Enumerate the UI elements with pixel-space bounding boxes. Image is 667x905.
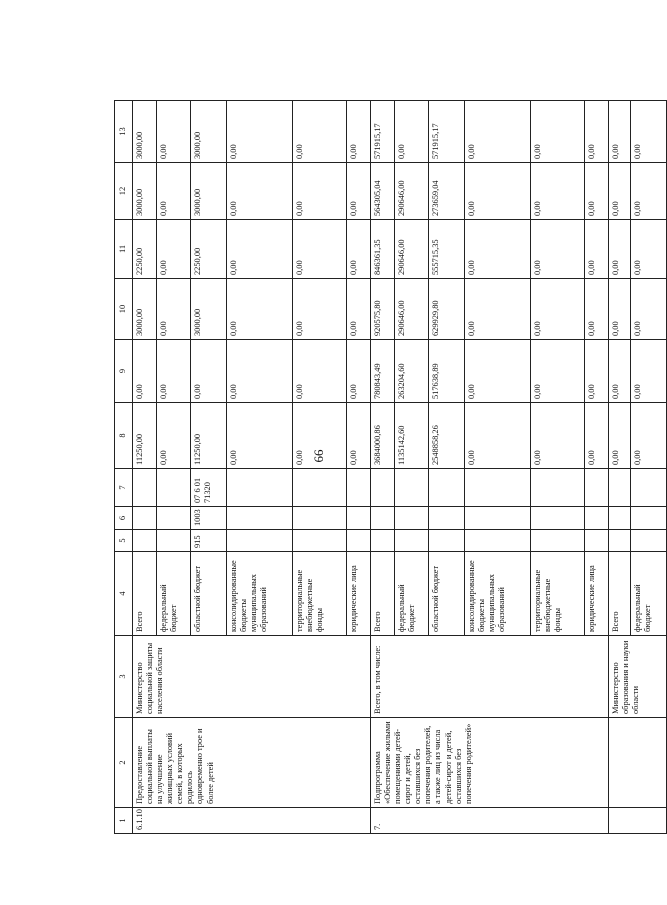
value-cell-c6 [465, 507, 531, 530]
value-cell-c13: 0,00 [531, 101, 585, 163]
value-cell-c13: 0,00 [585, 101, 609, 163]
value-cell-c10: 290646,00 [395, 279, 429, 340]
value-cell-c11: 2250,00 [133, 220, 157, 279]
value-cell-c5 [157, 530, 191, 552]
measure-name-cell: Подпрограмма «Обеспечение жилыми помещениями детей-сирот и детей, оставшихся без попечения родителей, а также лиц из числа детей-сирот и детей, оставшихся без попечения родителей» [371, 718, 609, 808]
value-cell-c6 [609, 507, 631, 530]
value-cell-c7 [609, 469, 631, 507]
value-cell-c8: 1135142,60 [395, 403, 429, 469]
header-cell: 11 [115, 220, 133, 279]
header-cell: 6 [115, 507, 133, 530]
value-cell-c10: 0,00 [531, 279, 585, 340]
header-cell: 8 [115, 403, 133, 469]
table-row [609, 101, 631, 834]
value-cell-c8: 3684000,86 [371, 403, 395, 469]
value-cell-c9: 0,00 [191, 340, 227, 403]
value-cell-c8: 0,00 [157, 403, 191, 469]
value-cell-c6 [347, 507, 371, 530]
funding-source-cell: территориальные внебюджетные фонды [293, 552, 347, 636]
value-cell-c11: 0,00 [227, 220, 293, 279]
value-cell-c6 [429, 507, 465, 530]
value-cell-c7 [133, 469, 157, 507]
value-cell-c6 [371, 507, 395, 530]
value-cell-c11: 0,00 [293, 220, 347, 279]
funding-source-cell: территориальные внебюджетные фонды [531, 552, 585, 636]
executor-cell: Министерство образования и науки области [609, 636, 667, 718]
measure-name-cell [609, 718, 667, 808]
value-cell-c11: 846361,35 [371, 220, 395, 279]
value-cell-c11: 0,00 [465, 220, 531, 279]
value-cell-c11: 290646,00 [395, 220, 429, 279]
header-cell: 7 [115, 469, 133, 507]
value-cell-c8: 2548858,26 [429, 403, 465, 469]
header-cell: 10 [115, 279, 133, 340]
value-cell-c5 [531, 530, 585, 552]
value-cell-c7 [531, 469, 585, 507]
rotated-table-container [114, 101, 653, 834]
value-cell-c11: 2250,00 [191, 220, 227, 279]
value-cell-c8: 0,00 [227, 403, 293, 469]
value-cell-c7 [585, 469, 609, 507]
value-cell-c12: 0,00 [609, 163, 631, 220]
value-cell-c5 [631, 530, 667, 552]
measure-name-cell: Предоставление социальной выплаты на улучшение жилищных условий семей, в которых родилось одновременно трое и более детей [133, 718, 371, 808]
value-cell-c8: 0,00 [347, 403, 371, 469]
value-cell-c6 [227, 507, 293, 530]
value-cell-c11: 0,00 [347, 220, 371, 279]
value-cell-c7 [371, 469, 395, 507]
value-cell-c9: 780843,49 [371, 340, 395, 403]
funding-source-cell: юридические лица [347, 552, 371, 636]
value-cell-c8: 0,00 [293, 403, 347, 469]
funding-source-cell: федеральный бюджет [395, 552, 429, 636]
funding-source-cell: Всего [371, 552, 395, 636]
value-cell-c10: 3000,00 [133, 279, 157, 340]
row-number-cell [609, 808, 667, 834]
value-cell-c9: 0,00 [227, 340, 293, 403]
value-cell-c10: 0,00 [293, 279, 347, 340]
value-cell-c9: 0,00 [465, 340, 531, 403]
value-cell-c5 [609, 530, 631, 552]
value-cell-c11: 0,00 [631, 220, 667, 279]
value-cell-c11: 0,00 [531, 220, 585, 279]
value-cell-c12: 273659,04 [429, 163, 465, 220]
value-cell-c9: 0,00 [631, 340, 667, 403]
value-cell-c12: 0,00 [157, 163, 191, 220]
row-number-cell: 6.1.10 [133, 808, 371, 834]
value-cell-c8: 11250,00 [133, 403, 157, 469]
value-cell-c6 [133, 507, 157, 530]
table-row [371, 101, 395, 834]
value-cell-c7 [395, 469, 429, 507]
value-cell-c13: 571915,17 [429, 101, 465, 163]
executor-cell: Всего, в том числе: [371, 636, 609, 718]
value-cell-c5 [227, 530, 293, 552]
value-cell-c7: 07 6 01 71320 [191, 469, 227, 507]
value-cell-c9: 0,00 [609, 340, 631, 403]
value-cell-c13: 3000,00 [191, 101, 227, 163]
value-cell-c10: 3000,00 [191, 279, 227, 340]
header-cell: 5 [115, 530, 133, 552]
funding-source-cell: консолидированные бюджеты муниципальных образований [465, 552, 531, 636]
value-cell-c7 [429, 469, 465, 507]
value-cell-c9: 517638,89 [429, 340, 465, 403]
funding-source-cell: консолидированные бюджеты муниципальных образований [227, 552, 293, 636]
value-cell-c9: 0,00 [133, 340, 157, 403]
value-cell-c8: 0,00 [531, 403, 585, 469]
value-cell-c9: 0,00 [293, 340, 347, 403]
value-cell-c12: 0,00 [465, 163, 531, 220]
value-cell-c6 [293, 507, 347, 530]
executor-cell: Министерство социальной защиты населения области [133, 636, 371, 718]
value-cell-c5 [347, 530, 371, 552]
value-cell-c11: 555715,35 [429, 220, 465, 279]
value-cell-c10: 629929,80 [429, 279, 465, 340]
value-cell-c11: 0,00 [585, 220, 609, 279]
table-row [133, 101, 157, 834]
funding-source-cell: областной бюджет [429, 552, 465, 636]
value-cell-c11: 0,00 [609, 220, 631, 279]
value-cell-c8: 0,00 [609, 403, 631, 469]
value-cell-c12: 3000,00 [191, 163, 227, 220]
value-cell-c9: 0,00 [531, 340, 585, 403]
value-cell-c12: 0,00 [347, 163, 371, 220]
value-cell-c9: 263204,60 [395, 340, 429, 403]
header-cell: 12 [115, 163, 133, 220]
value-cell-c13: 0,00 [609, 101, 631, 163]
value-cell-c8: 0,00 [631, 403, 667, 469]
header-cell: 3 [115, 636, 133, 718]
value-cell-c10: 0,00 [585, 279, 609, 340]
funding-source-cell: Всего [609, 552, 631, 636]
value-cell-c10: 0,00 [347, 279, 371, 340]
value-cell-c8: 0,00 [465, 403, 531, 469]
value-cell-c10: 920575,80 [371, 279, 395, 340]
value-cell-c7 [157, 469, 191, 507]
page-number: 66 [311, 449, 326, 463]
header-cell: 9 [115, 340, 133, 403]
value-cell-c13: 0,00 [347, 101, 371, 163]
value-cell-c11: 0,00 [157, 220, 191, 279]
value-cell-c13: 0,00 [157, 101, 191, 163]
value-cell-c6 [585, 507, 609, 530]
value-cell-c13: 0,00 [395, 101, 429, 163]
header-cell: 13 [115, 101, 133, 163]
value-cell-c12: 564305,04 [371, 163, 395, 220]
value-cell-c5: 915 [191, 530, 227, 552]
value-cell-c8: 0,00 [585, 403, 609, 469]
value-cell-c5 [133, 530, 157, 552]
value-cell-c12: 0,00 [585, 163, 609, 220]
value-cell-c13: 571915,17 [371, 101, 395, 163]
value-cell-c13: 3000,00 [133, 101, 157, 163]
value-cell-c10: 0,00 [157, 279, 191, 340]
funding-source-cell: юридические лица [585, 552, 609, 636]
funding-source-cell: областной бюджет [191, 552, 227, 636]
funding-source-cell: федеральный бюджет [157, 552, 191, 636]
value-cell-c13: 0,00 [465, 101, 531, 163]
value-cell-c12: 0,00 [631, 163, 667, 220]
value-cell-c13: 0,00 [631, 101, 667, 163]
value-cell-c13: 0,00 [293, 101, 347, 163]
value-cell-c7 [631, 469, 667, 507]
value-cell-c9: 0,00 [157, 340, 191, 403]
value-cell-c6 [395, 507, 429, 530]
value-cell-c12: 3000,00 [133, 163, 157, 220]
value-cell-c5 [429, 530, 465, 552]
value-cell-c10: 0,00 [465, 279, 531, 340]
value-cell-c8: 11250,00 [191, 403, 227, 469]
value-cell-c12: 0,00 [293, 163, 347, 220]
funding-source-cell: Всего [133, 552, 157, 636]
table-viewport [114, 101, 653, 834]
value-cell-c10: 0,00 [227, 279, 293, 340]
value-cell-c10: 0,00 [609, 279, 631, 340]
value-cell-c12: 0,00 [227, 163, 293, 220]
value-cell-c5 [293, 530, 347, 552]
budget-table [114, 100, 667, 834]
header-cell: 1 [115, 808, 133, 834]
value-cell-c5 [465, 530, 531, 552]
value-cell-c5 [585, 530, 609, 552]
value-cell-c9: 0,00 [585, 340, 609, 403]
value-cell-c9: 0,00 [347, 340, 371, 403]
value-cell-c7 [227, 469, 293, 507]
value-cell-c10: 0,00 [631, 279, 667, 340]
value-cell-c5 [395, 530, 429, 552]
value-cell-c12: 0,00 [531, 163, 585, 220]
value-cell-c7 [347, 469, 371, 507]
value-cell-c7 [465, 469, 531, 507]
row-number-cell: 7. [371, 808, 609, 834]
header-cell: 4 [115, 552, 133, 636]
value-cell-c12: 290646,00 [395, 163, 429, 220]
value-cell-c7 [293, 469, 347, 507]
value-cell-c6: 1003 [191, 507, 227, 530]
value-cell-c6 [531, 507, 585, 530]
value-cell-c5 [371, 530, 395, 552]
value-cell-c6 [631, 507, 667, 530]
funding-source-cell: федеральный бюджет [631, 552, 667, 636]
value-cell-c6 [157, 507, 191, 530]
header-row [115, 101, 133, 834]
value-cell-c13: 0,00 [227, 101, 293, 163]
header-cell: 2 [115, 718, 133, 808]
